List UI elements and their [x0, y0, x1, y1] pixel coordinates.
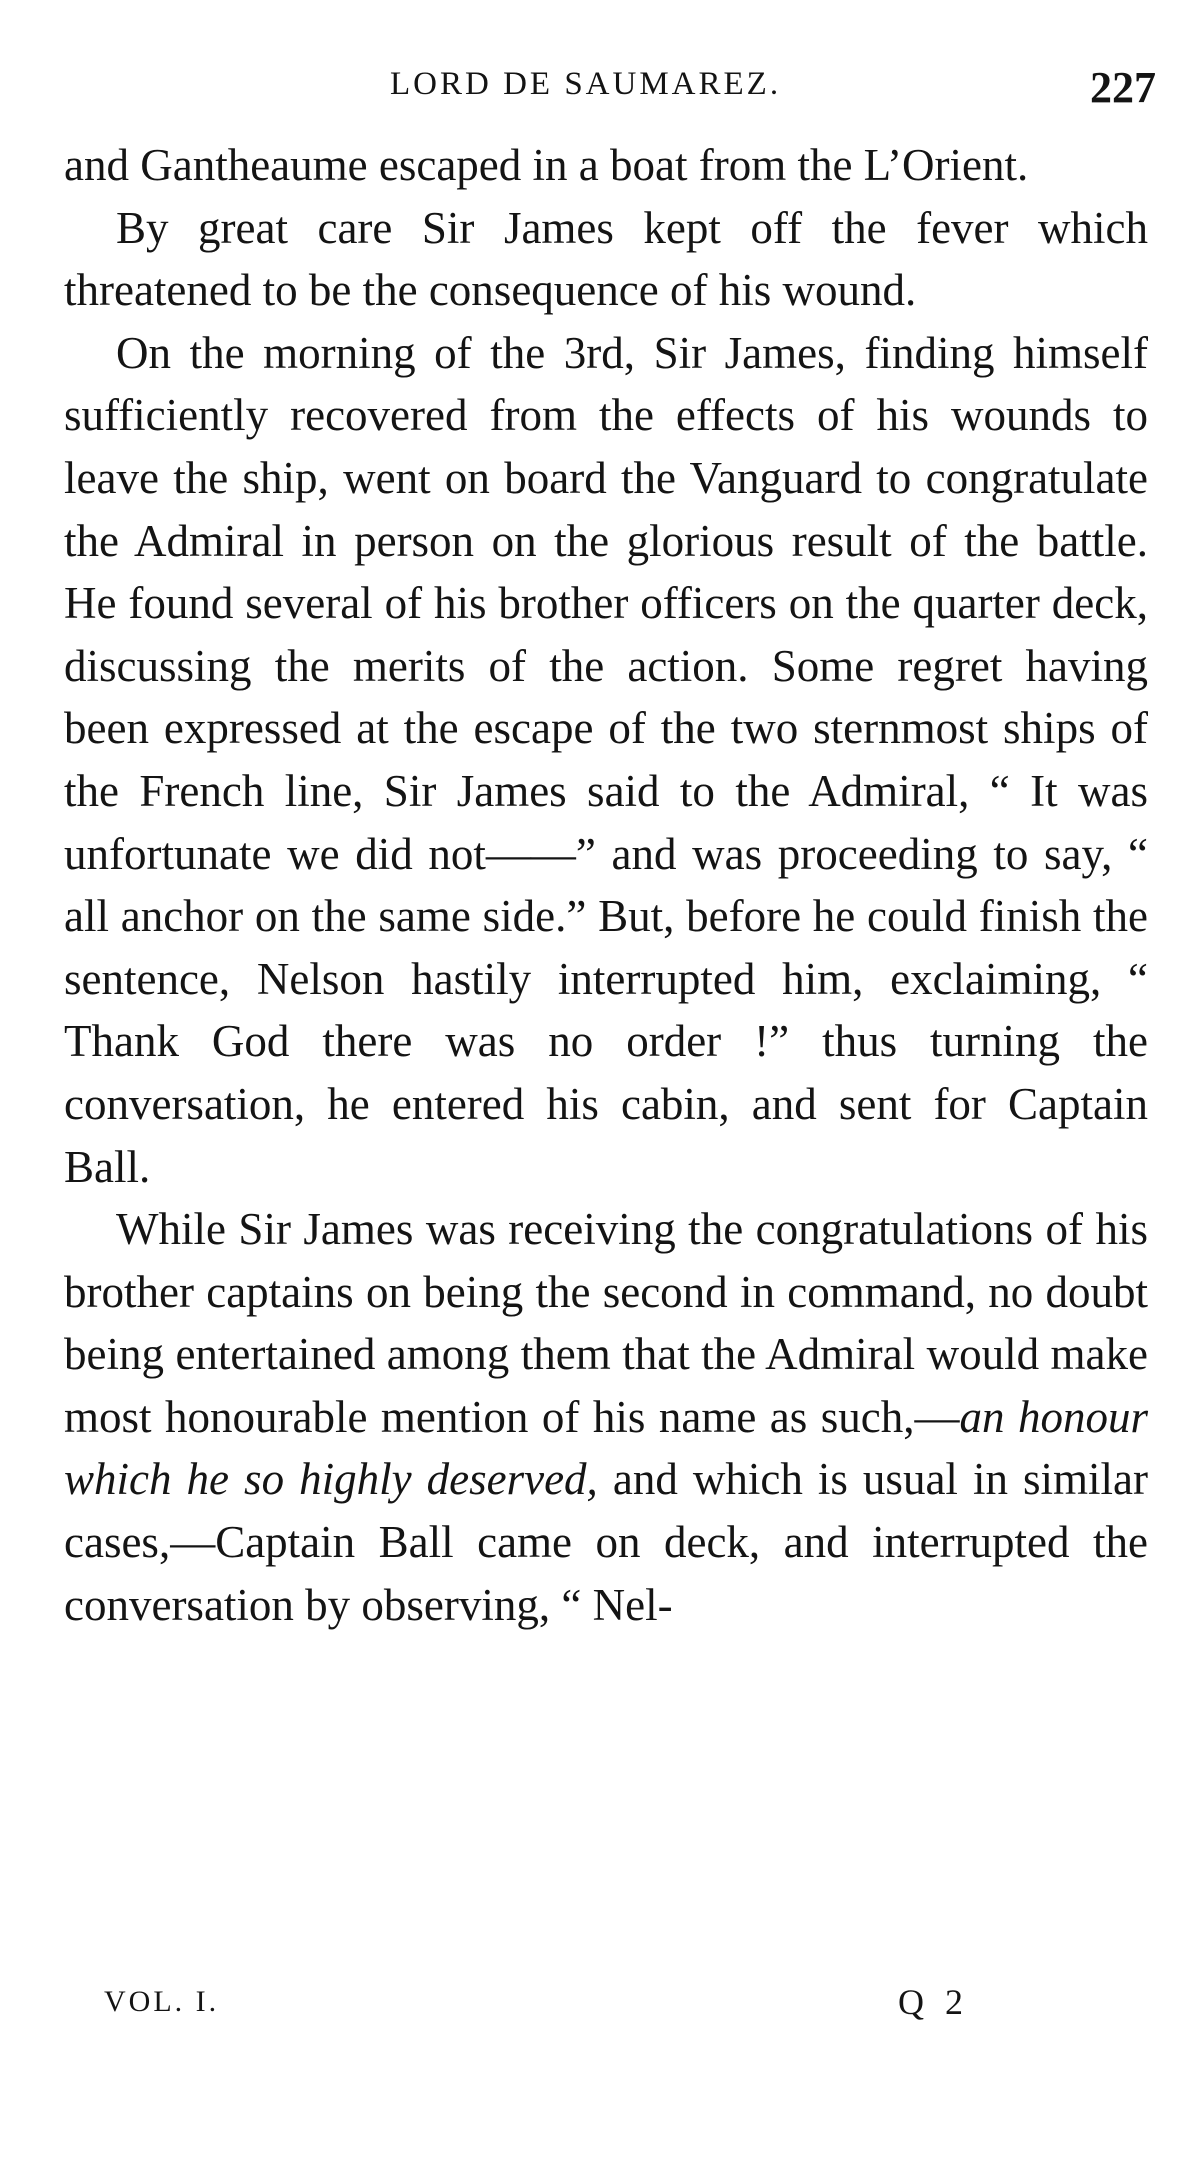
paragraph-morning-of-the-third: On the morning of the 3rd, Sir James, finding himself sufficiently recovered from the effects of his wounds to leave the ship, went on board the Vanguard to congratulate the Admiral in person on the glorious result of the battle. He found several of his brother officers on the quarter deck, discussing the merits of the action. Some regret having been expressed at the escape of the two sternmost ships of the French line, Sir James said to the Admiral, “ It was unfortunate we did not——” and was proceeding to say, “ all anchor on the same side.” But, before he could finish the sentence, Nelson hastily interrupted him, exclaiming, “ Thank God there was no order !” thus turning the conversation, he entered his cabin, and sent for Captain Ball.: [64, 327, 1148, 1192]
signature-mark: Q 2: [898, 1982, 969, 2022]
volume-label: VOL. I.: [104, 1985, 220, 2018]
paragraph-fever: By great care Sir James kept off the fever which threatened to be the consequence of his wound.: [64, 202, 1148, 316]
italic-phrase: an honour which he so highly deserved,: [64, 1391, 1148, 1505]
paragraph-congratulations-end: and which is usual in similar cases,—Captain Ball came on deck, and interrupted the conversation by observing, “ Nel-: [64, 1454, 1148, 1630]
paragraph-congratulations-start: While Sir James was receiving the congratulations of his brother captains on being the second in command, no doubt being entertained among them that the Admiral would make most honourable mention of his name as such,—: [64, 1204, 1148, 1442]
paragraph-continuation: and Gantheaume escaped in a boat from the L’Orient.: [64, 140, 1029, 190]
running-head: [60, 62, 1164, 122]
page-number: 227: [1090, 63, 1156, 112]
paragraph-congratulations: [64, 1198, 1148, 1636]
page-footer: [60, 1982, 1164, 2035]
running-title: LORD DE SAUMAREZ.: [390, 66, 782, 102]
body-text: [64, 134, 1148, 1636]
